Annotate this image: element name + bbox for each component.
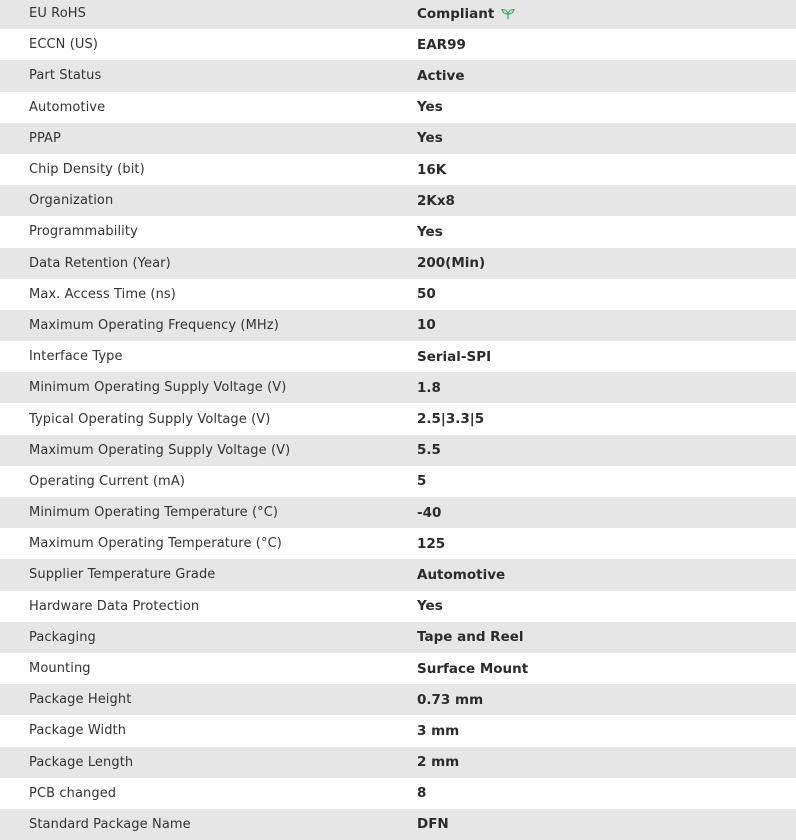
spec-row (0, 497, 796, 528)
leaf-icon (501, 8, 515, 20)
spec-label: Minimum Operating Supply Voltage (V) (29, 380, 287, 396)
spec-value: DFN (417, 816, 449, 833)
spec-value: Automotive (417, 566, 506, 583)
spec-row (0, 715, 796, 746)
spec-row (0, 809, 796, 840)
spec-row (0, 60, 796, 91)
spec-label: Packaging (29, 629, 96, 645)
spec-row-eu-rohs (0, 0, 796, 29)
spec-value: Compliant (417, 5, 495, 22)
spec-row (0, 372, 796, 403)
spec-row (0, 747, 796, 778)
spec-label: Package Width (29, 723, 127, 739)
spec-row (0, 622, 796, 653)
spec-row (0, 528, 796, 559)
spec-value: 5 (417, 473, 427, 490)
spec-label: Hardware Data Protection (29, 598, 200, 614)
spec-label: Supplier Temperature Grade (29, 567, 216, 583)
spec-row (0, 684, 796, 715)
spec-value: 2 mm (417, 754, 460, 771)
spec-value: 1.8 (417, 379, 441, 396)
spec-value: Yes (417, 223, 443, 240)
spec-label: PPAP (29, 130, 61, 146)
spec-label: PCB changed (29, 785, 117, 801)
spec-row (0, 279, 796, 310)
spec-row (0, 310, 796, 341)
spec-value: EAR99 (417, 36, 466, 53)
spec-label: Interface Type (29, 349, 123, 365)
spec-label: Automotive (29, 99, 106, 115)
spec-row (0, 653, 796, 684)
spec-label: Part Status (29, 68, 102, 84)
spec-label: Max. Access Time (ns) (29, 286, 176, 302)
spec-value: 2Kx8 (417, 192, 455, 209)
spec-row (0, 435, 796, 466)
spec-value: Serial-SPI (417, 348, 492, 365)
spec-value: Yes (417, 598, 443, 615)
spec-value: 5.5 (417, 442, 441, 459)
spec-row (0, 403, 796, 434)
spec-row (0, 92, 796, 123)
spec-value: 16K (417, 161, 447, 178)
spec-row (0, 778, 796, 809)
spec-row (0, 185, 796, 216)
spec-label: Chip Density (bit) (29, 162, 145, 178)
spec-value: 0.73 mm (417, 691, 484, 708)
spec-value: Yes (417, 130, 443, 147)
spec-value: Active (417, 67, 465, 84)
spec-label: Maximum Operating Frequency (MHz) (29, 317, 279, 333)
spec-label: Minimum Operating Temperature (°C) (29, 505, 279, 521)
spec-value: 10 (417, 317, 436, 334)
spec-label: Data Retention (Year) (29, 255, 171, 271)
spec-value-wrapper (388, 6, 515, 22)
spec-row (0, 591, 796, 622)
spec-label: EU RoHS (29, 6, 86, 22)
spec-row (0, 216, 796, 247)
spec-label: Mounting (29, 661, 91, 677)
spec-label: ECCN (US) (29, 37, 99, 53)
spec-row (0, 248, 796, 279)
spec-label: Package Height (29, 692, 132, 708)
spec-label: Typical Operating Supply Voltage (V) (29, 411, 271, 427)
spec-value: 125 (417, 535, 446, 552)
spec-value: 2.5|3.3|5 (417, 411, 485, 428)
spec-value: 200(Min) (417, 255, 486, 272)
spec-value: -40 (417, 504, 442, 521)
spec-value: Surface Mount (417, 660, 529, 677)
spec-row (0, 123, 796, 154)
spec-label: Package Length (29, 754, 134, 770)
spec-row (0, 154, 796, 185)
spec-row (0, 559, 796, 590)
spec-label: Operating Current (mA) (29, 473, 185, 489)
spec-value: Yes (417, 99, 443, 116)
spec-label: Maximum Operating Supply Voltage (V) (29, 442, 291, 458)
spec-label: Programmability (29, 224, 138, 240)
spec-label: Maximum Operating Temperature (°C) (29, 536, 282, 552)
spec-value: 8 (417, 785, 427, 802)
spec-row (0, 341, 796, 372)
spec-label: Standard Package Name (29, 816, 191, 832)
spec-label: Organization (29, 193, 114, 209)
spec-row (0, 466, 796, 497)
spec-value: Tape and Reel (417, 629, 524, 646)
spec-value: 50 (417, 286, 436, 303)
spec-value: 3 mm (417, 722, 460, 739)
spec-row (0, 29, 796, 60)
